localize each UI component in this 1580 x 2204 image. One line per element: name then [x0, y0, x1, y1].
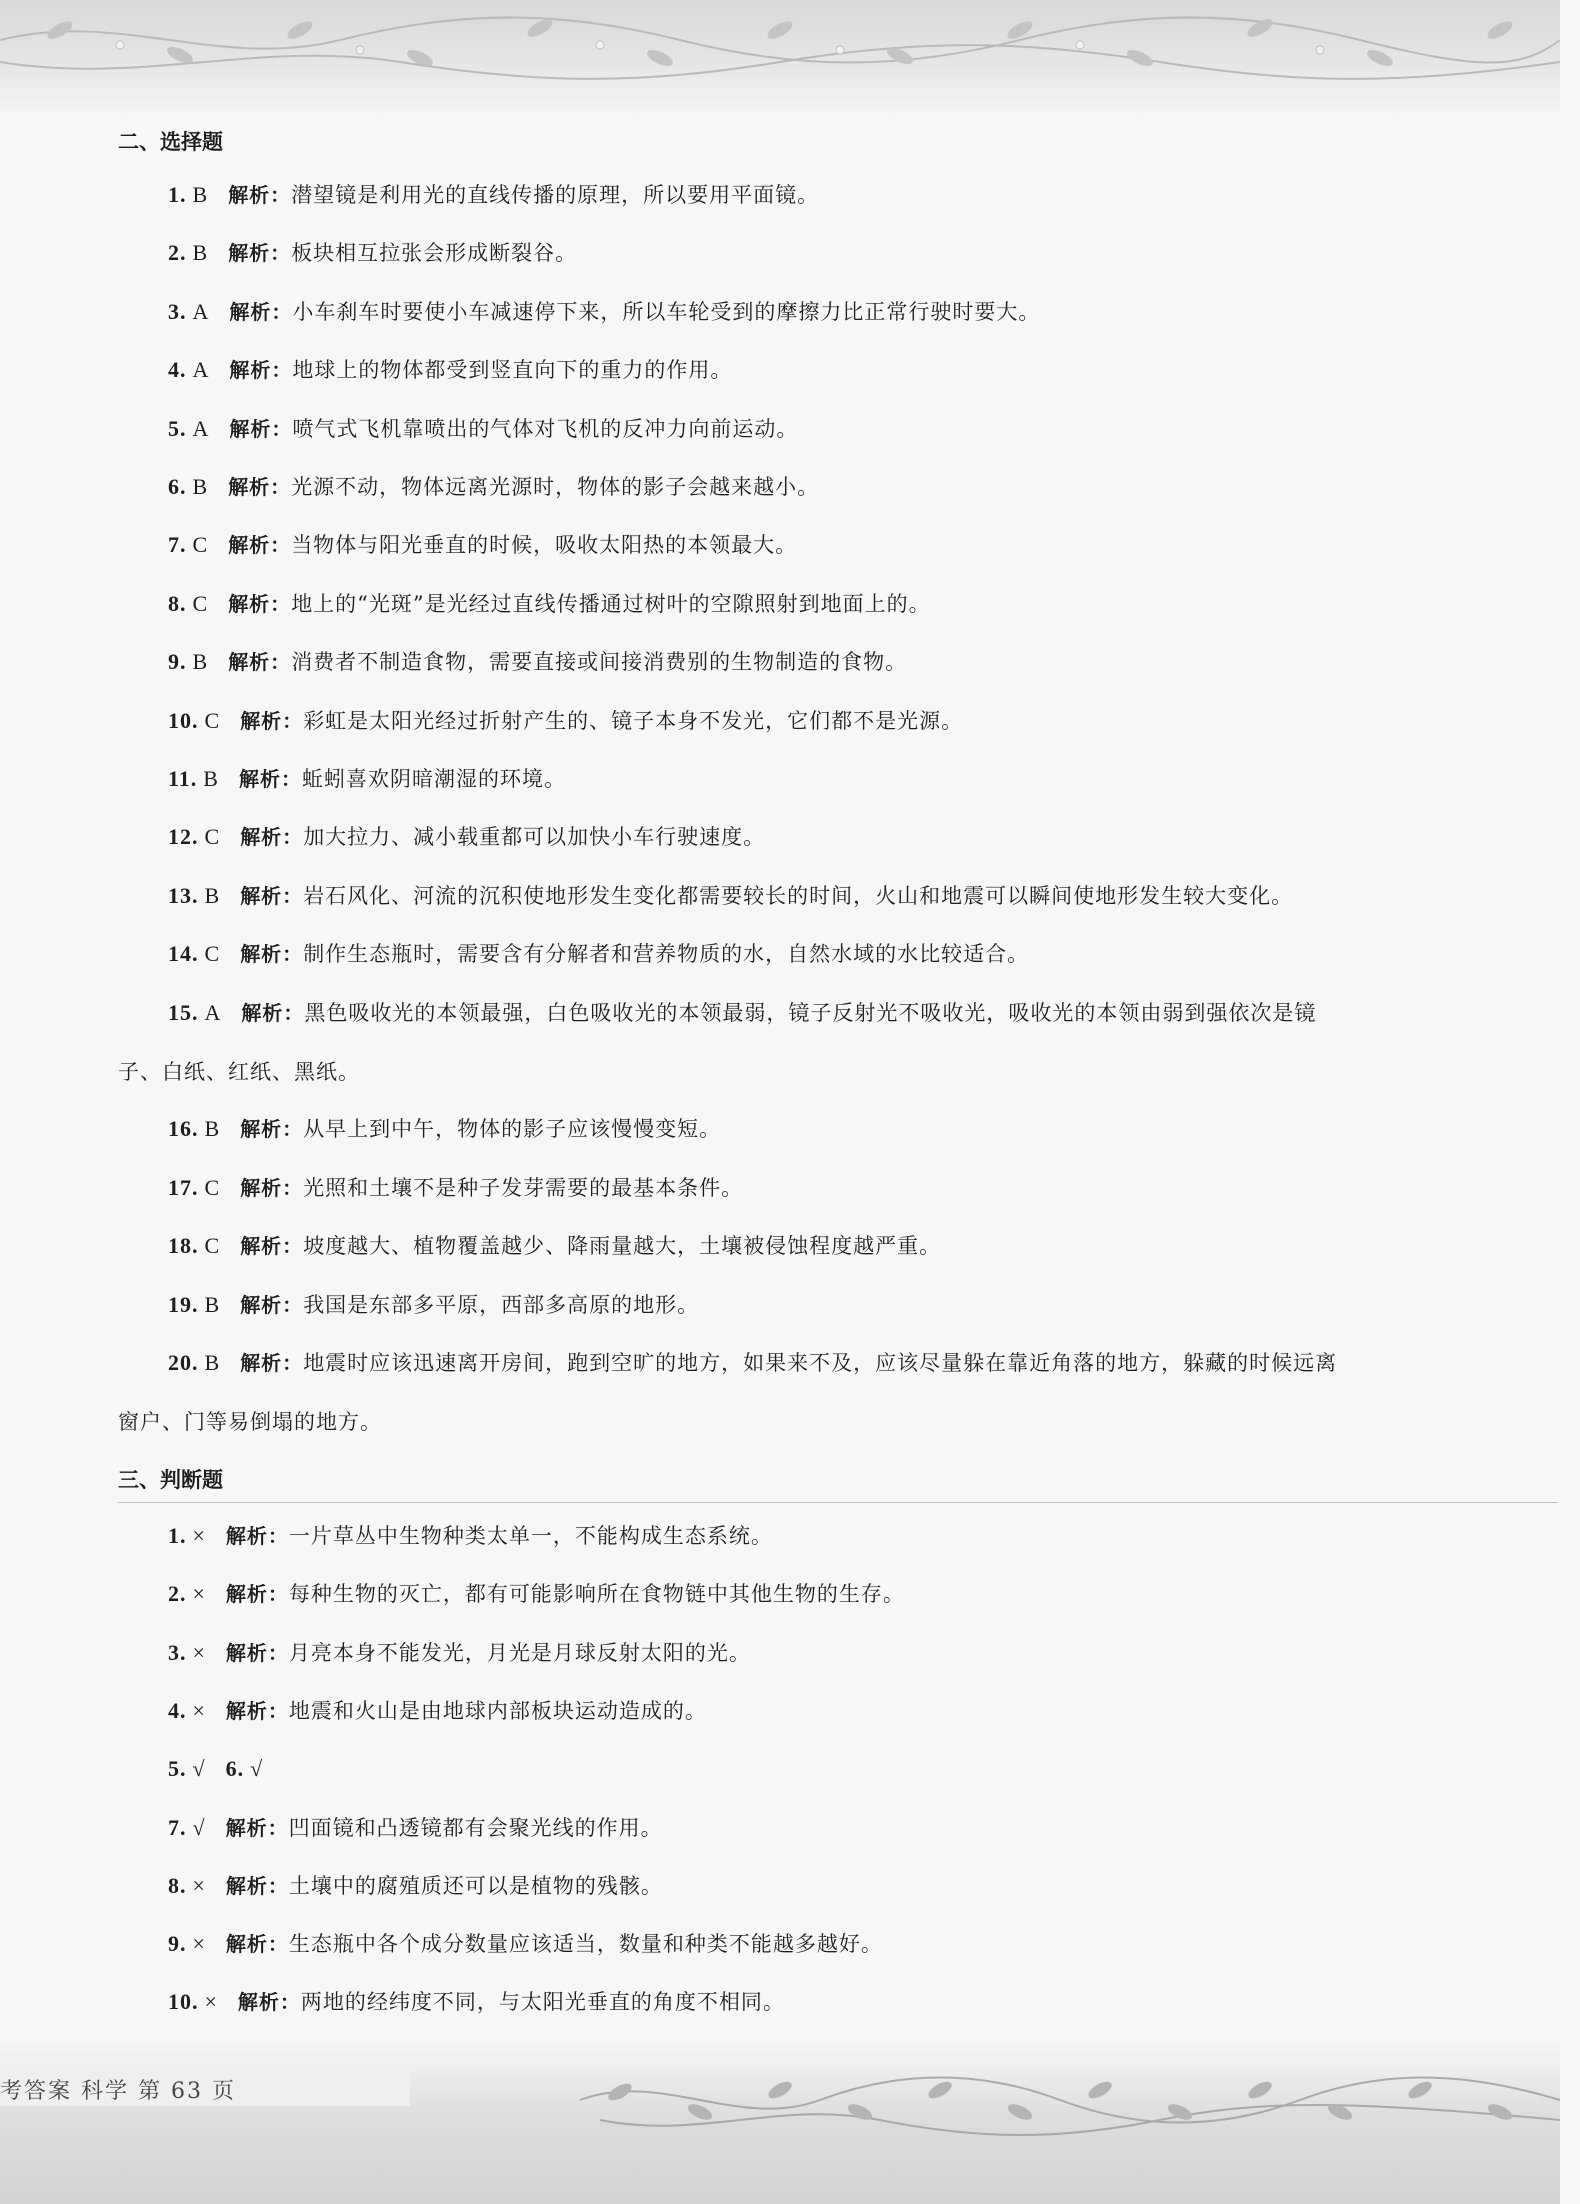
item-analysis-text: 地震和火山是由地球内部板块运动造成的。	[288, 1698, 707, 1723]
item-analysis-text: 两地的经纬度不同，与太阳光垂直的角度不相同。	[300, 1990, 785, 2015]
item-answer: C	[204, 1233, 221, 1259]
item-number: 3.	[168, 1639, 187, 1665]
item-answer: B	[203, 766, 219, 791]
item-answer: √	[250, 1756, 264, 1782]
item-number: 3.	[168, 298, 187, 324]
item-analysis-text: 一片草丛中生物种类太单一，不能构成生态系统。	[288, 1524, 773, 1548]
item-analysis-text: 黑色吸收光的本领最强，白色吸收光的本领最弱，镜子反射光不吸收光，吸收光的本领由弱到强依次是镜	[304, 1000, 1317, 1025]
item-analysis-text: 岩石风化、河流的沉积使地形发生变化都需要较长的时间，火山和地震可以瞬间使地形发生较大变化。	[303, 883, 1294, 908]
item-analysis-text: 蚯蚓喜欢阴暗潮湿的环境。	[301, 767, 566, 791]
choice-item-10	[168, 692, 1438, 750]
item-answer: B	[204, 1116, 221, 1142]
item-number: 5.	[168, 415, 187, 441]
judge-item-1	[168, 1507, 1438, 1565]
item-analysis-label: 解析：	[228, 475, 292, 499]
item-answer: C	[192, 532, 209, 558]
choice-item-12	[168, 808, 1438, 866]
item-analysis-text: 地震时应该迅速离开房间，跑到空旷的地方，如果来不及，应该尽量躲在靠近角落的地方，躲藏的时候远离	[303, 1351, 1338, 1375]
item-number: 9.	[168, 1931, 187, 1957]
item-answer: ×	[192, 1639, 206, 1665]
item-analysis-label: 解析：	[229, 416, 293, 441]
item-answer: A	[192, 357, 210, 383]
choice-item-5	[168, 400, 1438, 458]
item-number: 1.	[168, 1523, 187, 1548]
item-number: 12.	[168, 824, 199, 850]
item-number: 11.	[168, 766, 198, 791]
judge-item-8	[168, 1915, 1438, 1973]
item-answer: ×	[192, 1872, 206, 1898]
judge-item-6	[168, 1799, 1438, 1857]
item-analysis-text: 每种生物的灭亡，都有可能影响所在食物链中其他生物的生存。	[288, 1582, 905, 1607]
item-analysis-label: 解析：	[225, 1698, 289, 1723]
item-analysis-text: 月亮本身不能发光，月光是月球反射太阳的光。	[288, 1640, 751, 1665]
item-analysis-text: 我国是东部多平原，西部多高原的地形。	[303, 1292, 700, 1317]
item-number: 16.	[168, 1116, 199, 1142]
choice-item-20	[168, 1334, 1438, 1392]
item-number: 7.	[168, 532, 187, 558]
item-analysis-label: 解析：	[228, 183, 292, 207]
item-analysis-text: 当物体与阳光垂直的时候，吸收太阳热的本领最大。	[291, 533, 798, 558]
section-title-choice: 二、选择题	[118, 130, 223, 154]
item-analysis-label: 解析：	[240, 1351, 304, 1375]
item-answer: B	[192, 240, 209, 266]
choice-item-15	[168, 984, 1438, 1042]
item-answer: B	[204, 1291, 221, 1317]
item-number: 13.	[168, 882, 199, 908]
item-analysis-label: 解析：	[225, 1524, 289, 1548]
item-analysis-label: 解析：	[241, 1000, 305, 1025]
item-analysis-label: 解析：	[228, 650, 292, 675]
item-analysis-text: 彩虹是太阳光经过折射产生的、镜子本身不发光，它们都不是光源。	[303, 708, 964, 733]
choice-item-3	[168, 283, 1438, 341]
choice-item-20-continuation: 窗户、门等易倒塌的地方。	[118, 1410, 382, 1435]
item-number: 17.	[168, 1174, 199, 1200]
item-analysis-text: 地上的“光斑”是光经过直线传播通过树叶的空隙照射到地面上的。	[291, 591, 931, 616]
item-answer: C	[204, 824, 221, 850]
item-analysis-text: 凹面镜和凸透镜都有会聚光线的作用。	[288, 1815, 663, 1840]
item-answer: A	[192, 415, 210, 441]
choice-item-8	[168, 575, 1438, 633]
section-title-judge: 三、判断题	[118, 1468, 223, 1492]
item-analysis-label: 解析：	[228, 533, 292, 558]
item-analysis-label: 解析：	[240, 883, 304, 908]
item-analysis-text: 土壤中的腐殖质还可以是植物的残骸。	[288, 1873, 663, 1898]
item-answer: A	[192, 298, 210, 324]
item-analysis-label: 解析：	[225, 1873, 289, 1898]
item-number: 7.	[168, 1814, 187, 1840]
item-analysis-label: 解析：	[238, 767, 302, 791]
item-analysis-label: 解析：	[240, 942, 304, 967]
item-answer: ×	[192, 1697, 206, 1723]
item-answer: ×	[192, 1931, 206, 1957]
item-answer: √	[192, 1756, 206, 1782]
item-analysis-label: 解析：	[228, 241, 292, 266]
item-number: 14.	[168, 941, 199, 967]
item-number: 15.	[168, 999, 199, 1025]
header-decoration	[0, 0, 1560, 120]
item-answer: C	[192, 590, 209, 616]
choice-item-1	[168, 166, 1438, 224]
vine-ornament-top	[0, 0, 1560, 120]
item-analysis-label: 解析：	[240, 1117, 304, 1142]
item-analysis-text: 小车刹车时要使小车减速停下来，所以车轮受到的摩擦力比正常行驶时要大。	[292, 299, 1041, 324]
item-answer: B	[192, 182, 209, 207]
choice-item-18	[168, 1217, 1438, 1275]
choice-item-4	[168, 341, 1438, 399]
item-analysis-text: 消费者不制造食物，需要直接或间接消费别的生物制造的食物。	[291, 650, 908, 675]
item-number: 5.	[168, 1756, 187, 1782]
item-analysis-text: 从早上到中午，物体的影子应该慢慢变短。	[303, 1117, 722, 1142]
item-number: 9.	[168, 649, 187, 675]
item-number: 8.	[168, 1872, 187, 1898]
item-analysis-label: 解析：	[240, 1175, 304, 1200]
item-number: 6.	[168, 474, 187, 499]
choice-item-2	[168, 224, 1438, 282]
page-footer: 考答案 科学 第 63 页	[0, 2079, 236, 2104]
item-analysis-label: 解析：	[225, 1932, 289, 1957]
item-number: 8.	[168, 590, 187, 616]
choice-item-17	[168, 1159, 1438, 1217]
choice-item-16	[168, 1100, 1438, 1158]
judge-item-9	[168, 1973, 1438, 2031]
item-answer: B	[192, 474, 209, 499]
item-number: 2.	[168, 240, 187, 266]
judge-item-5	[168, 1740, 1438, 1798]
item-analysis-text: 制作生态瓶时，需要含有分解者和营养物质的水，自然水域的水比较适合。	[303, 942, 1030, 967]
item-analysis-label: 解析：	[240, 1234, 304, 1259]
choice-item-7	[168, 516, 1438, 574]
item-analysis-label: 解析：	[225, 1815, 289, 1840]
item-analysis-label: 解析：	[225, 1640, 289, 1665]
choice-item-13	[168, 867, 1438, 925]
footer-decoration	[0, 2040, 1560, 2204]
choice-item-11	[168, 750, 1438, 808]
item-number: 1.	[168, 182, 187, 207]
item-analysis-label: 解析：	[237, 1990, 301, 2015]
item-answer: C	[204, 707, 221, 733]
item-analysis-label: 解析：	[225, 1582, 289, 1607]
item-answer: ×	[192, 1523, 206, 1548]
choice-item-6	[168, 458, 1438, 516]
item-answer: √	[192, 1814, 206, 1840]
judge-item-4	[168, 1682, 1438, 1740]
judge-item-7	[168, 1857, 1438, 1915]
item-analysis-text: 光照和土壤不是种子发芽需要的最基本条件。	[303, 1175, 744, 1200]
section-divider	[118, 1502, 1558, 1503]
item-answer: ×	[204, 1989, 218, 2015]
item-analysis-label: 解析：	[229, 299, 293, 324]
item-analysis-label: 解析：	[240, 825, 304, 850]
item-analysis-label: 解析：	[240, 1292, 304, 1317]
item-number: 4.	[168, 357, 187, 383]
item-answer: A	[204, 999, 222, 1025]
item-number: 20.	[168, 1350, 199, 1375]
item-analysis-text: 生态瓶中各个成分数量应该适当，数量和种类不能越多越好。	[288, 1932, 883, 1957]
choice-item-15-continuation: 子、白纸、红纸、黑纸。	[118, 1060, 360, 1084]
item-analysis-label: 解析：	[228, 591, 292, 616]
item-analysis-text: 地球上的物体都受到竖直向下的重力的作用。	[292, 358, 733, 383]
choice-item-9	[168, 633, 1438, 691]
item-number: 18.	[168, 1233, 199, 1259]
judge-item-2	[168, 1565, 1438, 1623]
item-number: 10.	[168, 707, 199, 733]
item-analysis-text: 光源不动，物体远离光源时，物体的影子会越来越小。	[291, 475, 820, 499]
item-analysis-label: 解析：	[229, 358, 293, 383]
item-answer: C	[204, 1174, 221, 1200]
item-analysis-text: 潜望镜是利用光的直线传播的原理，所以要用平面镜。	[291, 183, 820, 207]
item-number: 19.	[168, 1291, 199, 1317]
item-number: 4.	[168, 1697, 187, 1723]
choice-item-19	[168, 1276, 1438, 1334]
item-analysis-text: 加大拉力、减小载重都可以加快小车行驶速度。	[303, 825, 766, 850]
judge-item-3	[168, 1624, 1438, 1682]
item-analysis-text: 坡度越大、植物覆盖越少、降雨量越大，土壤被侵蚀程度越严重。	[303, 1234, 942, 1259]
item-answer: C	[204, 941, 221, 967]
vine-ornament-bottom	[0, 2040, 1560, 2204]
item-answer: B	[204, 1350, 221, 1375]
item-answer: ×	[192, 1581, 206, 1607]
item-answer: B	[192, 649, 209, 675]
item-analysis-label: 解析：	[240, 708, 304, 733]
item-number: 10.	[168, 1989, 199, 2015]
item-analysis-text: 喷气式飞机靠喷出的气体对飞机的反冲力向前运动。	[292, 416, 799, 441]
item-number: 2.	[168, 1581, 187, 1607]
item-answer: B	[204, 882, 221, 908]
item-number: 6.	[225, 1756, 245, 1782]
item-analysis-text: 板块相互拉张会形成断裂谷。	[291, 241, 578, 266]
choice-item-14	[168, 925, 1438, 983]
